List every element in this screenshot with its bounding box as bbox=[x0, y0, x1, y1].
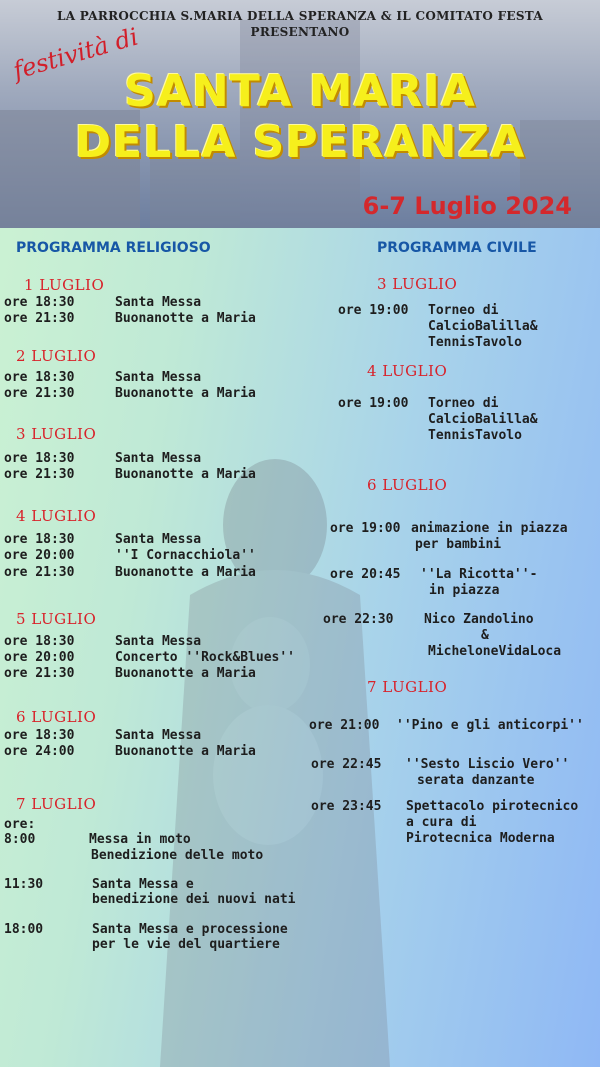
civile-event: & bbox=[481, 628, 489, 643]
religioso-time: ore 18:30 bbox=[4, 532, 75, 547]
religioso-event: Buonanotte a Maria bbox=[115, 311, 256, 326]
religioso-time: ore 18:30 bbox=[4, 728, 75, 743]
religioso-event: benedizione dei nuovi nati bbox=[92, 892, 296, 907]
religioso-time: ore 20:00 bbox=[4, 650, 75, 665]
civile-event: a cura di bbox=[406, 815, 477, 830]
civile-event: Torneo di bbox=[428, 303, 499, 318]
title-line-2: DELLA SPERANZA bbox=[74, 117, 526, 168]
religioso-time: 8:00 bbox=[4, 832, 36, 847]
religioso-day-label: 1 LUGLIO bbox=[24, 276, 105, 294]
civile-day-label: 7 LUGLIO bbox=[367, 678, 448, 696]
civile-time: ore 19:00 bbox=[330, 521, 401, 536]
religioso-event: Messa in moto bbox=[89, 832, 191, 847]
religioso-day-label: 7 LUGLIO bbox=[16, 795, 97, 813]
civile-event: serata danzante bbox=[417, 773, 535, 788]
religioso-day-label: 3 LUGLIO bbox=[16, 425, 97, 443]
religioso-day-label: 5 LUGLIO bbox=[16, 610, 97, 628]
religioso-time: ore 21:30 bbox=[4, 467, 75, 482]
civile-event: ''Pino e gli anticorpi'' bbox=[396, 718, 584, 733]
civile-time: ore 20:45 bbox=[330, 567, 401, 582]
religioso-event: per le vie del quartiere bbox=[92, 937, 280, 952]
civile-event: TennisTavolo bbox=[428, 335, 522, 350]
religioso-event: Santa Messa bbox=[115, 451, 202, 466]
civile-time: ore 21:00 bbox=[309, 718, 380, 733]
religioso-event: Concerto ''Rock&Blues'' bbox=[115, 650, 296, 665]
civile-event: TennisTavolo bbox=[428, 428, 522, 443]
religioso-event: Santa Messa e bbox=[92, 877, 194, 892]
religioso-event: Buonanotte a Maria bbox=[115, 386, 256, 401]
civile-day-label: 3 LUGLIO bbox=[377, 275, 458, 293]
religioso-event: Santa Messa bbox=[115, 532, 202, 547]
religioso-event: Santa Messa bbox=[115, 634, 202, 649]
religioso-time: ore 21:30 bbox=[4, 666, 75, 681]
religioso-event: Buonanotte a Maria bbox=[115, 744, 256, 759]
religioso-event: Buonanotte a Maria bbox=[115, 467, 256, 482]
religioso-time: 11:30 bbox=[4, 877, 44, 892]
civile-event: Nico Zandolino bbox=[424, 612, 534, 627]
civile-day-label: 4 LUGLIO bbox=[367, 362, 448, 380]
civile-event: ''Sesto Liscio Vero'' bbox=[405, 757, 570, 772]
programma-civile-heading: PROGRAMMA CIVILE bbox=[377, 240, 537, 256]
religioso-time: ore 18:30 bbox=[4, 451, 75, 466]
religioso-time: ore 18:30 bbox=[4, 295, 75, 310]
civile-time: ore 23:45 bbox=[311, 799, 382, 814]
title-line-1: SANTA MARIA bbox=[124, 66, 476, 117]
religioso-event: Buonanotte a Maria bbox=[115, 666, 256, 681]
religioso-time: 18:00 bbox=[4, 922, 44, 937]
religioso-day-label: 6 LUGLIO bbox=[16, 708, 97, 726]
religioso-event: Buonanotte a Maria bbox=[115, 565, 256, 580]
civile-event: per bambini bbox=[415, 537, 502, 552]
religioso-time: ore 21:30 bbox=[4, 386, 75, 401]
religioso-event: Santa Messa e processione bbox=[92, 922, 288, 937]
religioso-day-label: 4 LUGLIO bbox=[16, 507, 97, 525]
religioso-event: Santa Messa bbox=[115, 295, 202, 310]
civile-event: in piazza bbox=[429, 583, 500, 598]
programma-religioso-heading: PROGRAMMA RELIGIOSO bbox=[16, 240, 211, 256]
religioso-event: Benedizione delle moto bbox=[91, 848, 264, 863]
religioso-time: ore 21:30 bbox=[4, 565, 75, 580]
civile-time: ore 19:00 bbox=[338, 396, 409, 411]
religioso-time: ore 18:30 bbox=[4, 634, 75, 649]
religioso-day-label: 2 LUGLIO bbox=[16, 347, 97, 365]
religioso-ore-label: ore: bbox=[4, 817, 36, 832]
civile-time: ore 22:45 bbox=[311, 757, 382, 772]
civile-event: Pirotecnica Moderna bbox=[406, 831, 555, 846]
religioso-event: Santa Messa bbox=[115, 370, 202, 385]
civile-event: MicheloneVidaLoca bbox=[428, 644, 562, 659]
civile-event: ''La Ricotta''- bbox=[420, 567, 538, 582]
religioso-event: ''I Cornacchiola'' bbox=[115, 548, 256, 563]
civile-event: CalcioBalilla& bbox=[428, 412, 538, 427]
civile-time: ore 22:30 bbox=[323, 612, 394, 627]
religioso-time: ore 18:30 bbox=[4, 370, 75, 385]
civile-day-label: 6 LUGLIO bbox=[367, 476, 448, 494]
civile-time: ore 19:00 bbox=[338, 303, 409, 318]
civile-event: CalcioBalilla& bbox=[428, 319, 538, 334]
civile-event: animazione in piazza bbox=[411, 521, 568, 536]
civile-event: Spettacolo pirotecnico bbox=[406, 799, 579, 814]
religioso-time: ore 21:30 bbox=[4, 311, 75, 326]
festivita-script: festività di bbox=[10, 22, 142, 85]
religioso-time: ore 24:00 bbox=[4, 744, 75, 759]
presenter-text: LA PARROCCHIA S.MARIA DELLA SPERANZA & IL COMITATO FESTA PRESENTANO bbox=[56, 9, 543, 39]
event-dates: 6-7 Luglio 2024 bbox=[362, 192, 572, 220]
religioso-event: Santa Messa bbox=[115, 728, 202, 743]
religioso-time: ore 20:00 bbox=[4, 548, 75, 563]
civile-event: Torneo di bbox=[428, 396, 499, 411]
